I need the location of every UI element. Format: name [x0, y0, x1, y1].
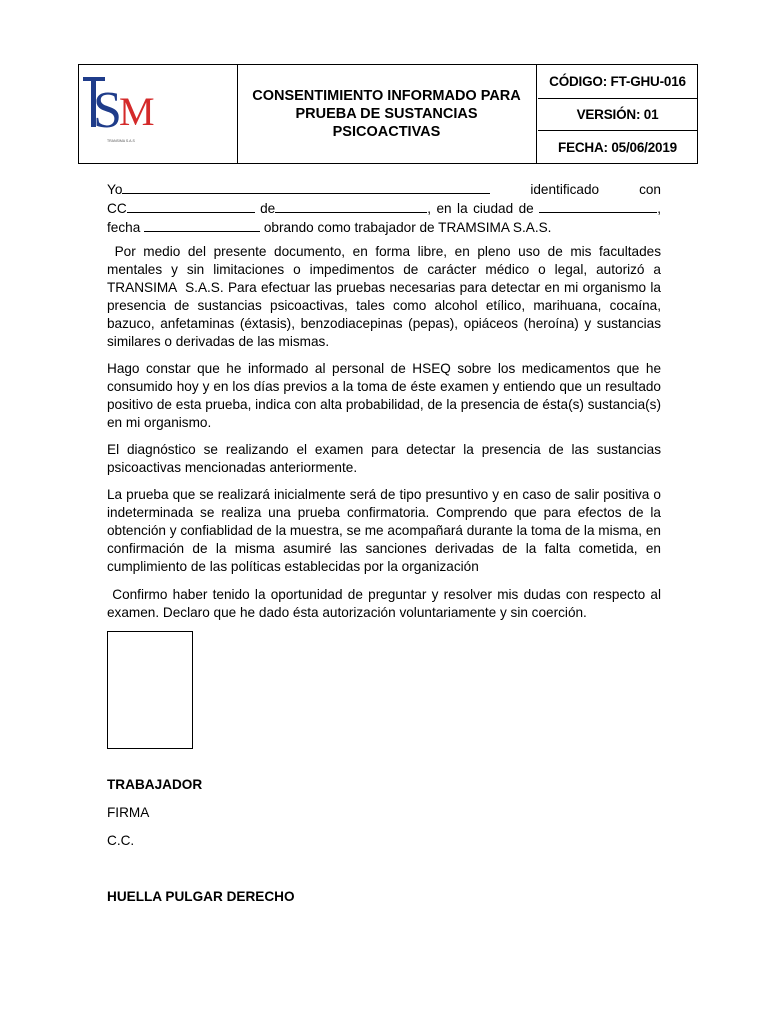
paragraph-1: Por medio del presente documento, en forma libre, en pleno uso de mis facultades mentales y sin limitaciones o impedimentos de carácter médico o legal, autorizó a TRANSIMA S.A.S. Para efectuar las pruebas necesarias para detectar en mi organismo la presencia de sustancias psicoactivas, tales como alcohol etílico, marihuana, cocaína, bazuco, anfetaminas (éxtasis), benzodiacepinas (pepas), opiáceos (heroína) y sustancias similares o derivadas de las mismas. [107, 244, 665, 349]
worker-label: TRABAJADOR [107, 777, 203, 792]
svg-text:TRANSIMA S.A.S: TRANSIMA S.A.S [107, 139, 135, 143]
document-version: VERSIÓN: 01 [538, 98, 697, 131]
cc-line: CC de , en la ciudad de , [107, 201, 661, 216]
document-code: CÓDIGO: FT-GHU-016 [538, 65, 697, 99]
fecha-line: fecha obrando como trabajador de TRAMSIMA S.A.S. [107, 220, 552, 235]
company-logo [79, 65, 238, 163]
header-table [78, 64, 698, 164]
date-field[interactable] [144, 218, 260, 232]
svg-text:M: M [119, 89, 155, 134]
transima-logo-icon [79, 65, 237, 163]
document-date: FECHA: 05/06/2019 [558, 139, 677, 155]
name-field[interactable] [122, 180, 490, 194]
paragraph-4: La prueba que se realizará inicialmente será de tipo presuntivo y en caso de salir positiva o indeterminada se realiza una prueba confirmatoria. Comprendo que para efectos de la obtención y confiablidad de la muestra, se me acompañará durante la toma de la misma, en confirmación de la misma asumiré las sanciones derivadas de la falta cometida, en cumplimiento de las políticas establecidas por la organización [107, 487, 661, 574]
cc-label: C.C. [107, 833, 135, 848]
city-field[interactable] [539, 199, 657, 213]
svg-text:S: S [93, 82, 122, 139]
signature-label: FIRMA [107, 805, 150, 820]
cc-field[interactable] [127, 199, 255, 213]
paragraph-2: Hago constar que he informado al personal de HSEQ sobre los medicamentos que he consumido hoy y en los días previos a la toma de éste examen y entiendo que un resultado positivo de esta prueba, indica con alta probabilidad, de la presencia de ésta(s) sustancia(s) en mi organismo. [107, 361, 661, 430]
fingerprint-label: HUELLA PULGAR DERECHO [107, 889, 295, 904]
paragraph-5: Confirmo haber tenido la oportunidad de preguntar y resolver mis dudas con respecto al examen. Declaro que he dado ésta autorización voluntariamente y sin coerción. [107, 587, 665, 620]
document-title: CONSENTIMIENTO INFORMADO PARA PRUEBA DE SUSTANCIAS PSICOACTIVAS [237, 65, 537, 163]
yo-line: Yo identificado con [107, 182, 661, 197]
paragraph-3: El diagnóstico se realizando el examen para detectar la presencia de las sustancias psicoactivas mencionadas anteriormente. [107, 442, 661, 475]
fingerprint-box[interactable] [107, 631, 193, 749]
cc-origin-field[interactable] [275, 199, 427, 213]
identification-block [107, 180, 661, 237]
